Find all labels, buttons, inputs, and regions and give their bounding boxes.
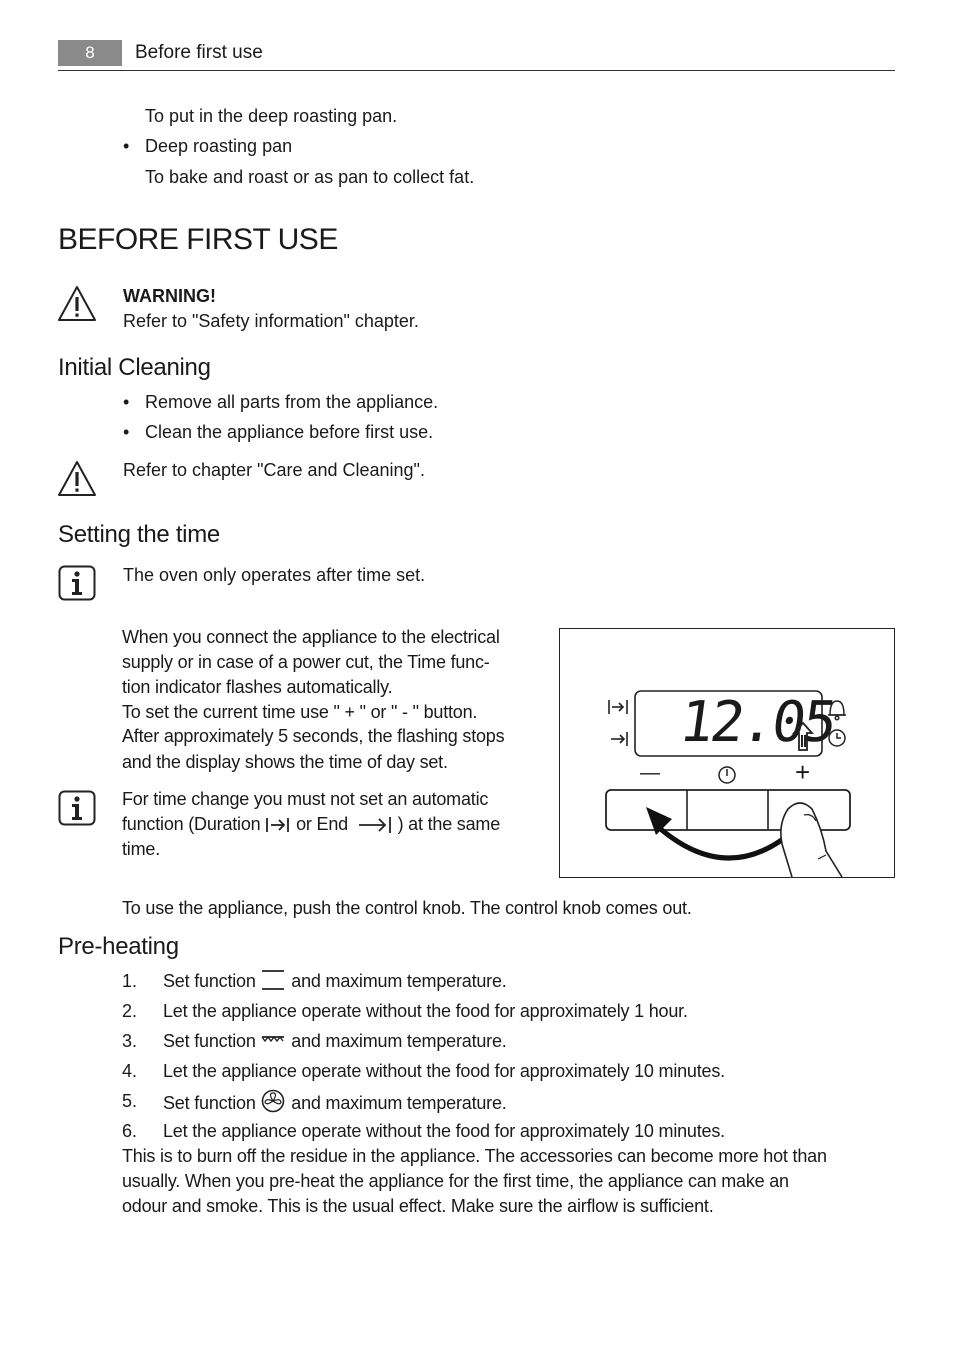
grill-icon — [260, 1035, 286, 1051]
info-icon — [58, 565, 96, 601]
list-item: • Clean the appliance before first use. — [145, 420, 433, 445]
running-header: Before first use — [135, 42, 263, 63]
step-number: 1. — [122, 971, 138, 991]
paragraph-line: This is to burn off the residue in the appliance. The accessories can become more hot than — [122, 1146, 827, 1166]
warning-title: WARNING! — [123, 286, 216, 306]
step-text: Let the appliance operate without the food for approximately 10 minutes. — [163, 1121, 725, 1141]
step-number: 3. — [122, 1031, 138, 1051]
paragraph-line: To use the appliance, push the control knob. The control knob comes out. — [122, 898, 692, 918]
end-icon — [353, 816, 393, 834]
intro-line: To put in the deep roasting pan. — [145, 106, 398, 126]
step-text-b: and maximum temperature. — [291, 1093, 507, 1113]
step-number: 5. — [122, 1091, 138, 1111]
paragraph-line: When you connect the appliance to the electrical — [122, 627, 500, 647]
step-number: 6. — [122, 1121, 138, 1141]
info-text: The oven only operates after time set. — [123, 565, 426, 585]
lcd-time: 12.05 — [675, 690, 839, 755]
list-item: • Remove all parts from the appliance. — [145, 390, 438, 415]
paragraph-line: odour and smoke. This is the usual effect. Make sure the airflow is sufficient. — [122, 1196, 714, 1216]
paragraph-line: and the display shows the time of day set. — [122, 752, 448, 772]
warning-triangle-icon — [57, 285, 97, 323]
duration-icon — [265, 816, 291, 834]
duration-icon — [609, 700, 627, 714]
cleaning-note: Refer to chapter "Care and Cleaning". — [123, 460, 425, 480]
paragraph-line: tion indicator flashes automatically. — [122, 677, 393, 697]
section-heading-preheating: Pre-heating — [58, 933, 179, 960]
info-text-line — [122, 812, 500, 837]
top-bottom-heat-icon — [260, 969, 286, 991]
paragraph-line: usually. When you pre-heat the appliance for the first time, the appliance can make an — [122, 1171, 789, 1191]
intro-line: To bake and roast or as pan to collect fat. — [145, 167, 475, 187]
step-text — [163, 1089, 507, 1116]
warning-triangle-icon — [57, 460, 97, 498]
section-heading-setting-time: Setting the time — [58, 521, 220, 548]
warning-text: Refer to "Safety information" chapter. — [123, 311, 419, 331]
fan-icon — [260, 1089, 286, 1113]
step-text: Let the appliance operate without the food for approximately 10 minutes. — [163, 1061, 725, 1081]
step-text-a: Set function — [163, 1031, 256, 1051]
paragraph-line: To set the current time use " + " or " - " button. — [122, 702, 478, 722]
info-text: or End — [296, 814, 348, 834]
page-title: BEFORE FIRST USE — [58, 223, 338, 256]
step-text — [163, 969, 507, 994]
step-number: 4. — [122, 1061, 138, 1081]
info-icon — [58, 790, 96, 826]
info-text: ) at the same — [397, 814, 501, 834]
time-indicator-icon — [792, 721, 814, 753]
step-text — [163, 1029, 507, 1054]
paragraph-line: After approximately 5 seconds, the flashing stops — [122, 726, 505, 746]
clock-display-figure — [559, 628, 895, 878]
intro-bullet: • Deep roasting pan — [145, 134, 292, 159]
step-text-a: Set function — [163, 1093, 256, 1113]
minus-button-label: — — [640, 762, 660, 784]
step-text-b: and maximum temperature. — [291, 971, 507, 991]
end-icon — [611, 732, 627, 746]
section-heading-initial-cleaning: Initial Cleaning — [58, 354, 211, 381]
step-text-b: and maximum temperature. — [291, 1031, 507, 1051]
paragraph-line: supply or in case of a power cut, the Time func- — [122, 652, 490, 672]
page-number: 8 — [58, 40, 122, 66]
info-text: function (Duration — [122, 814, 261, 834]
step-text: Let the appliance operate without the food for approximately 1 hour. — [163, 1001, 688, 1021]
info-text: time. — [122, 839, 161, 859]
timer-icon — [719, 767, 735, 783]
header-rule — [58, 70, 895, 71]
plus-button-label: + — [795, 757, 811, 787]
info-text: For time change you must not set an automatic — [122, 789, 489, 809]
step-text-a: Set function — [163, 971, 256, 991]
step-number: 2. — [122, 1001, 138, 1021]
